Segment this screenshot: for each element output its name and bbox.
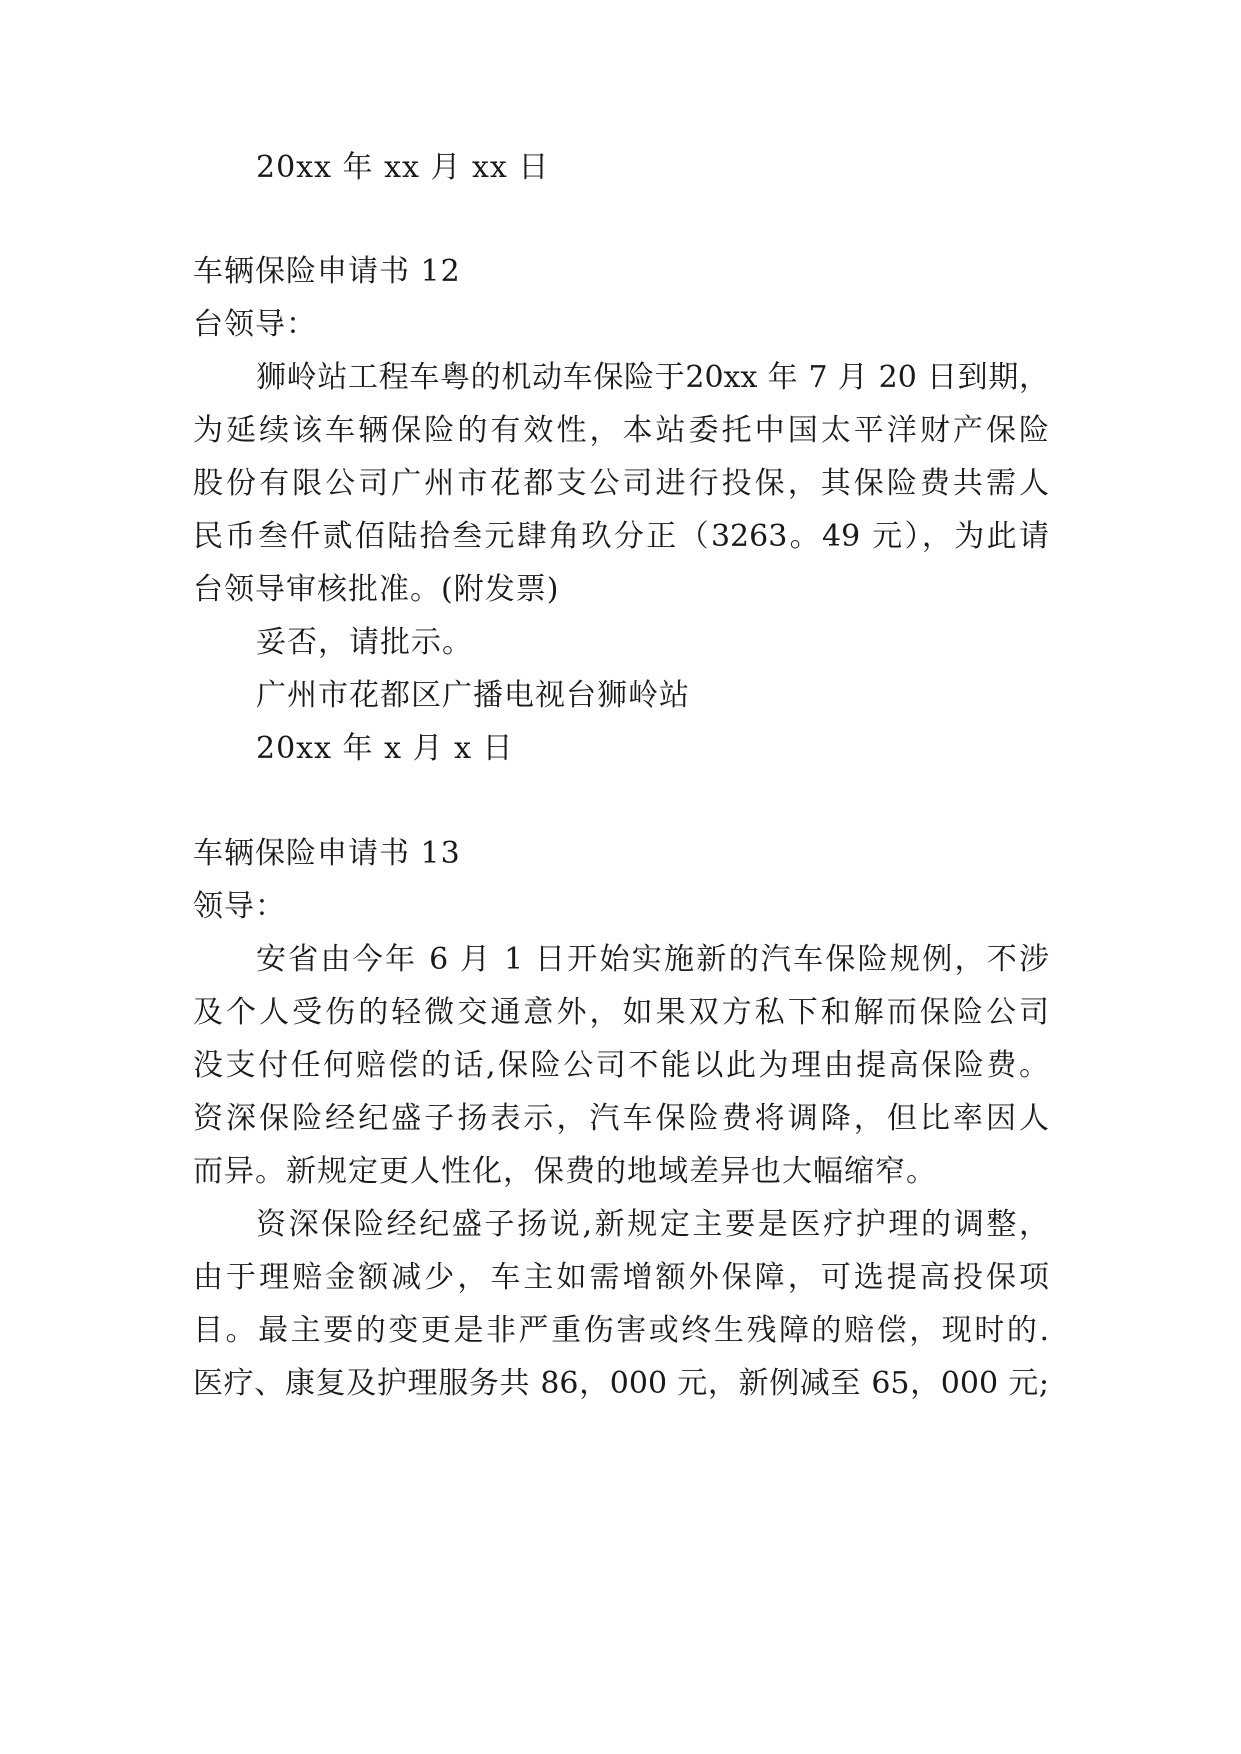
section13-para2-line: 医疗、康复及护理服务共 86，000 元，新例减至 65，000 元;: [193, 1366, 1049, 1401]
section12-body-line: 股份有限公司广州市花都支公司进行投保，其保险费共需人: [193, 466, 1049, 501]
section12-body-line: 台领导审核批准。(附发票): [193, 572, 560, 607]
section13-para2-line: 资深保险经纪盛子扬说,新规定主要是医疗护理的调整，: [256, 1207, 1049, 1242]
section12-body-line: 民币叁仟贰佰陆拾叁元肆角玖分正（3263。49 元），为此请: [193, 519, 1049, 554]
section12-title: 车辆保险申请书 12: [193, 254, 461, 289]
section12-date: 20xx 年 x 月 x 日: [256, 731, 514, 766]
section13-para1-line: 而异。新规定更人性化，保费的地域差异也大幅缩窄。: [193, 1154, 937, 1189]
section13-para1-line: 资深保险经纪盛子扬表示，汽车保险费将调降，但比率因人: [193, 1101, 1049, 1136]
section13-para2-line: 目。最主要的变更是非严重伤害或终生残障的赔偿，现时的.: [193, 1313, 1049, 1348]
section13-title: 车辆保险申请书 13: [193, 836, 461, 871]
section13-para1-line: 安省由今年 6 月 1 日开始实施新的汽车保险规例，不涉: [256, 942, 1049, 977]
section13-salutation: 领导：: [193, 889, 286, 924]
section12-salutation: 台领导：: [193, 307, 317, 342]
section12-body-line: 狮岭站工程车粤的机动车保险于20xx 年 7 月 20 日到期，: [256, 360, 1049, 395]
section13-para1-line: 没支付任何赔偿的话,保险公司不能以此为理由提高保险费。: [193, 1048, 1049, 1083]
section12-signature: 广州市花都区广播电视台狮岭站: [256, 678, 690, 713]
section13-para1-line: 及个人受伤的轻微交通意外，如果双方私下和解而保险公司: [193, 995, 1049, 1030]
section13-para2-line: 由于理赔金额减少，车主如需增额外保障，可选提高投保项: [193, 1260, 1049, 1295]
section12-body-line: 为延续该车辆保险的有效性，本站委托中国太平洋财产保险: [193, 413, 1049, 448]
section11-date: 20xx 年 xx 月 xx 日: [256, 150, 550, 185]
section12-closing: 妥否，请批示。: [256, 625, 473, 660]
